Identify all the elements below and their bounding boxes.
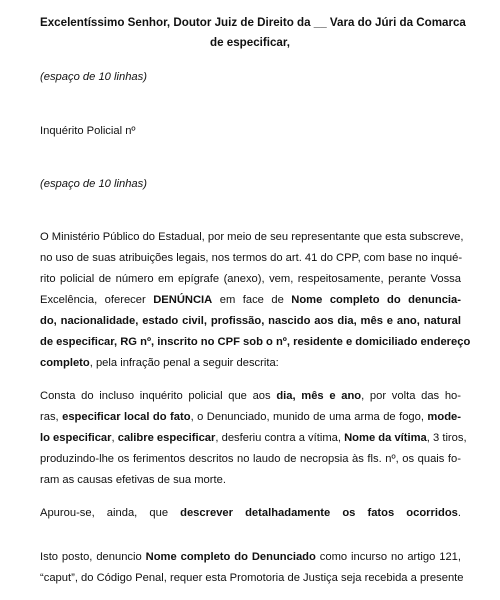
header-line-2: de especificar, [210, 36, 290, 49]
caliber-placeholder: calibre especificar [117, 432, 216, 444]
p1-l4-a: Excelência, oferecer [40, 294, 154, 306]
p2-l2-d: mode- [427, 411, 461, 423]
paragraph-2-line-3 [40, 427, 467, 449]
paragraph-2-line-5: ram as causas efetivas de sua morte. [40, 474, 226, 486]
facts-placeholder: descrever detalhadamente os fatos ocorridos [180, 507, 458, 519]
date-placeholder: dia, mês e ano [276, 390, 362, 402]
paragraph-1-line-1: O Ministério Público do Estadual, por meio de seu representante que esta subscreve, [40, 231, 464, 243]
paragraph-1-line-6: de especificar, RG nº, inscrito no CPF sob o nº, residente e domiciliado endereço [40, 336, 471, 348]
p2-l3-f: , 3 tiros, [426, 432, 467, 444]
denunciado-name-placeholder-2: Nome completo do Denunciado [145, 551, 316, 563]
p2-l3-b: , [111, 432, 118, 444]
p3-c: . [457, 507, 461, 519]
paragraph-1-line-5: do, nacionalidade, estado civil, profissão, nascido aos dia, mês e ano, natural [40, 315, 461, 327]
denunciado-name-placeholder: Nome completo do denuncia- [291, 294, 461, 306]
model-placeholder: lo especificar [40, 432, 112, 444]
paragraph-2-line-1 [40, 385, 461, 407]
p1-l7-a: completo [40, 357, 90, 369]
location-placeholder: especificar local do fato [62, 411, 191, 423]
paragraph-1-line-3: rito policial de número em epígrafe (anexo), vem, respeitosamente, perante Vossa [40, 273, 461, 285]
p1-l7-b: , pela infração penal a seguir descrita: [89, 357, 279, 369]
inquerito-label: Inquérito Policial nº [40, 125, 136, 137]
spacing-note-1: (espaço de 10 linhas) [40, 71, 147, 83]
paragraph-1-line-7 [40, 352, 279, 374]
p2-l3-d: , desferiu contra a vítima, [215, 432, 345, 444]
paragraph-4-line-2: “caput”, do Código Penal, requer esta Promotoria de Justiça seja recebida a presente [40, 572, 464, 584]
spacing-note-2: (espaço de 10 linhas) [40, 178, 147, 190]
paragraph-3 [40, 502, 461, 524]
p2-l2-a: ras, [40, 411, 63, 423]
p2-l2-c: , o Denunciado, munido de uma arma de fogo, [190, 411, 428, 423]
p2-l1-c: , por volta das ho- [361, 390, 461, 402]
p4-l1-c: como incurso no artigo 121, [315, 551, 462, 563]
victim-name-placeholder: Nome da vítima [344, 432, 427, 444]
p4-l1-a: Isto posto, denuncio [40, 551, 146, 563]
p2-l1-a: Consta do incluso inquérito policial que aos [40, 390, 277, 402]
paragraph-4-line-1 [40, 546, 461, 568]
denuncia-keyword: DENÚNCIA [153, 294, 213, 306]
header-line-1: Excelentíssimo Senhor, Doutor Juiz de Direito da __ Vara do Júri da Comarca [40, 16, 466, 29]
paragraph-2-line-4: produzindo-lhe os ferimentos descritos no laudo de necropsia às fls. nº, os quais fo- [40, 453, 461, 465]
p3-a: Apurou-se, ainda, que [40, 507, 181, 519]
paragraph-1-line-2: no uso de suas atribuições legais, nos termos do art. 41 do CPP, com base no inqué- [40, 252, 463, 264]
p1-l4-c: em face de [212, 294, 292, 306]
paragraph-2-line-2 [40, 406, 461, 428]
paragraph-1-line-4 [40, 289, 461, 311]
